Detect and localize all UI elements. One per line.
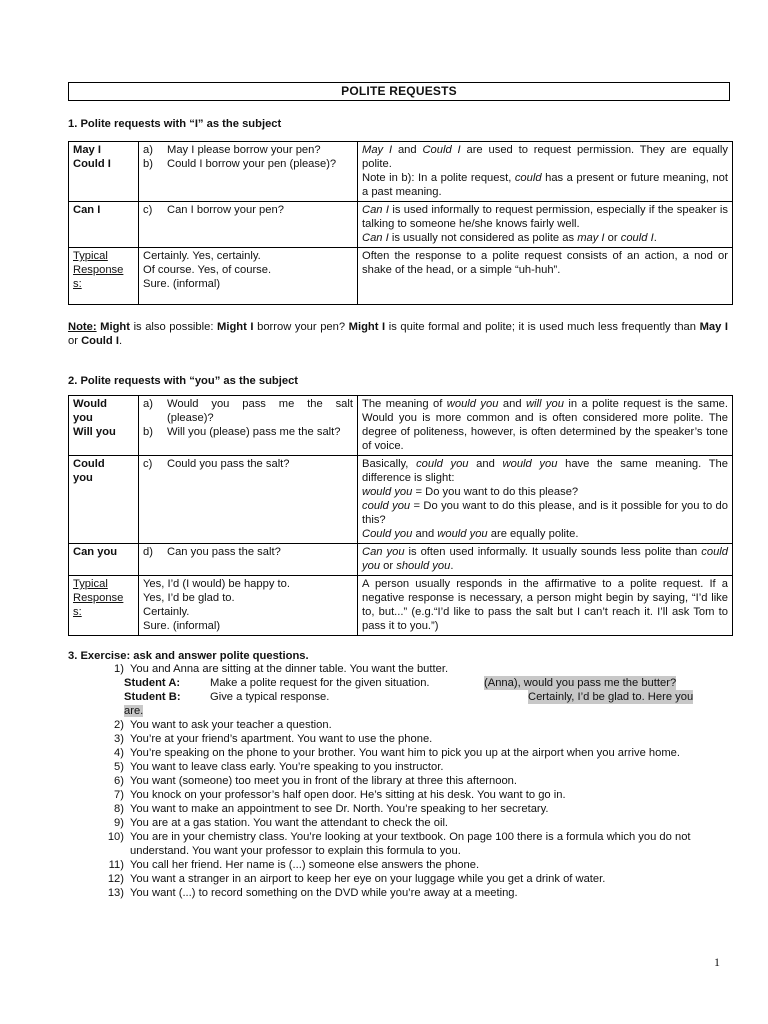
list-item: 7) You knock on your professor’s half open door. He’s sitting at his desk. You want to go in. xyxy=(114,789,566,801)
explanation-cell: Often the response to a polite request consists of an action, a nod or shake of the head, or a simple “uh-huh”. xyxy=(358,248,733,305)
list-item: 10) You are in your chemistry class. You’re looking at your textbook. On page 100 there is a formula which you do not understand. You want your professor to explain this formula to you. xyxy=(107,831,691,857)
student-b-line: Student B: Give a typical response. Certainly, I’d be glad to. Here you xyxy=(124,691,694,703)
page-number: 1 xyxy=(714,955,720,969)
example-cell: c) Can I borrow your pen? xyxy=(139,202,358,248)
list-item: 11) You call her friend. Her name is (...) someone else answers the phone. xyxy=(108,859,480,871)
explanation-cell: Can I is used informally to request permission, especially if the speaker is talking to someone he/she knows fairly well. Can I is usually not considered as polite as may I or could I. xyxy=(358,202,733,248)
explanation-cell: A person usually responds in the affirmative to a polite request. If a negative response is necessary, a person might begin by saying, “I’d like to, but...” (e.g.“I’d like to pass the salt but I can’t reach it. I’ll ask Tom to pass it to you.”) xyxy=(358,576,733,636)
student-b-answer: Certainly, I’d be glad to. Here you xyxy=(528,691,694,703)
note-paragraph: Note: Might is also possible: Might I borrow your pen? Might I is quite formal and polite; it is used much less frequently than May I or Could I. xyxy=(68,321,729,347)
student-a-answer: (Anna), would you pass me the butter? xyxy=(484,677,677,689)
document-page xyxy=(68,82,730,900)
example-cell: c) Could you pass the salt? xyxy=(139,456,358,544)
table-row xyxy=(69,248,733,305)
table-row xyxy=(69,142,733,202)
table-row xyxy=(69,202,733,248)
list-item: 4) You’re speaking on the phone to your brother. You want him to pick you up at the airport when you arrive home. xyxy=(114,747,680,759)
list-item: 13) You want (...) to record something on the DVD while you’re away at a meeting. xyxy=(107,887,518,899)
explanation-cell: Can you is often used informally. It usually sounds less polite than could you or should you. xyxy=(358,544,733,576)
example-cell: d) Can you pass the salt? xyxy=(139,544,358,576)
list-item: 8) You want to make an appointment to see Dr. North. You’re speaking to her secretary. xyxy=(114,803,549,815)
example-cell: a) May I please borrow your pen? b) Could I borrow your pen (please)? xyxy=(139,142,358,202)
table-row xyxy=(69,544,733,576)
student-a-line: Student A: Make a polite request for the given situation. (Anna), would you pass me the butter? xyxy=(124,677,677,689)
typical-responses-label: Typical Response s: xyxy=(69,576,139,636)
list-item: 1) You and Anna are sitting at the dinner table. You want the butter. xyxy=(114,663,449,675)
student-b-answer-continued: are. xyxy=(124,705,144,717)
row-label: Could you xyxy=(69,456,139,544)
list-item: 9) You are at a gas station. You want the attendant to check the oil. xyxy=(114,817,449,829)
section2-table xyxy=(68,395,733,636)
list-item: 6) You want (someone) too meet you in front of the library at three this afternoon. xyxy=(114,775,518,787)
list-item: 12) You want a stranger in an airport to keep her eye on your luggage while you get a drink of water. xyxy=(107,873,606,885)
page-title: POLITE REQUESTS xyxy=(68,82,730,101)
explanation-cell: The meaning of would you and will you in a polite request is the same. Would you is more common and is often considered more polite. The degree of politeness, however, is often determined by the speaker’s tone of voice. xyxy=(358,396,733,456)
exercise-list-rest xyxy=(68,718,730,900)
table-row xyxy=(69,396,733,456)
typical-responses-cell: Certainly. Yes, certainly. Of course. Yes, of course. Sure. (informal) xyxy=(139,248,358,305)
row-label: May I Could I xyxy=(69,142,139,202)
row-label: Can I xyxy=(69,202,139,248)
section3-heading: 3. Exercise: ask and answer polite questions. xyxy=(68,650,309,662)
section1-table xyxy=(68,141,733,305)
table-row xyxy=(69,576,733,636)
typical-responses-cell: Yes, I’d (I would) be happy to. Yes, I’d be glad to. Certainly. Sure. (informal) xyxy=(139,576,358,636)
exercise-list xyxy=(68,662,730,676)
example-cell: a) Would you pass me the salt (please)? b) Will you (please) pass me the salt? xyxy=(139,396,358,456)
list-item: 3) You’re at your friend’s apartment. You want to use the phone. xyxy=(114,733,433,745)
list-item: 2) You want to ask your teacher a question. xyxy=(114,719,332,731)
table-row xyxy=(69,456,733,544)
typical-responses-label: Typical Response s: xyxy=(69,248,139,305)
explanation-cell: May I and Could I are used to request permission. They are equally polite. Note in b): In a polite request, could has a present or future meaning, not a past meaning. xyxy=(358,142,733,202)
row-label: Can you xyxy=(69,544,139,576)
list-item: 5) You want to leave class early. You’re speaking to you instructor. xyxy=(114,761,444,773)
section2-heading: 2. Polite requests with “you” as the subject xyxy=(68,375,299,387)
section1-heading: 1. Polite requests with “I” as the subject xyxy=(68,118,282,130)
row-label: Would you Will you xyxy=(69,396,139,456)
explanation-cell: Basically, could you and would you have the same meaning. The difference is slight: would you = Do you want to do this please? could you = Do you want to do this please, and is it possible for you to do this? Could you and would you are equally polite. xyxy=(358,456,733,544)
